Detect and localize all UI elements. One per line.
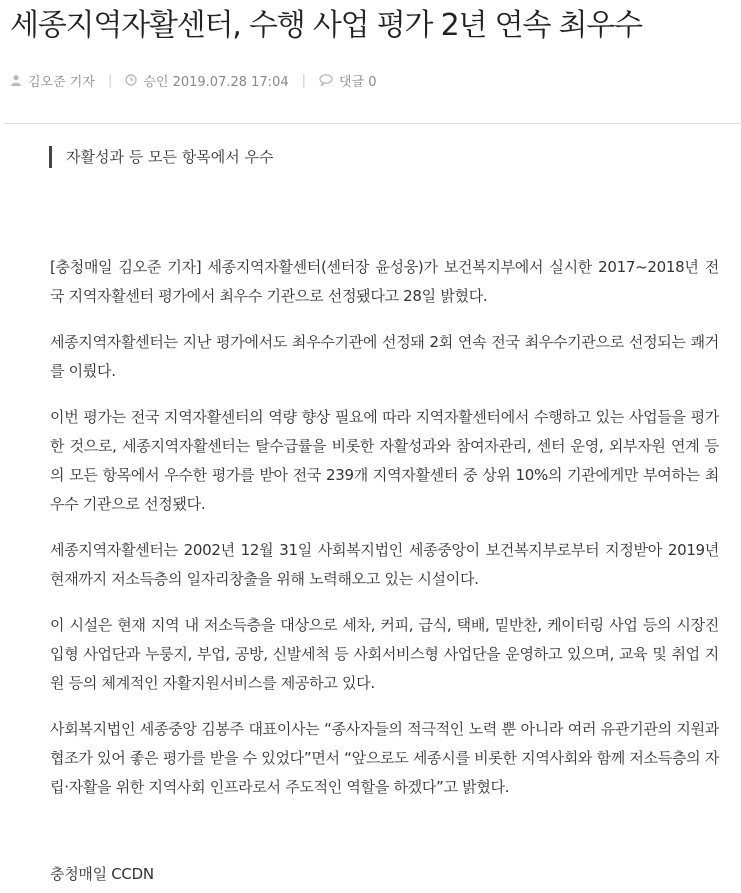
article-paragraph: [충청매일 김오준 기자] 세종지역자활센터(센터장 윤성웅)가 보건복지부에서 실시한 2017~2018년 전국 지역자활센터 평가에서 최우수 기관으로 선정됐다고 28일 밝혔다. <box>50 258 719 305</box>
comment-info[interactable] <box>319 71 377 90</box>
comment-icon <box>319 74 333 86</box>
article-paragraph: 세종지역자활센터는 2002년 12월 31일 사회복지법인 세종중앙이 보건복지부로부터 지정받아 2019년 현재까지 저소득층의 일자리창출을 위해 노력해오고 있는 시설이다. <box>50 541 719 588</box>
clock-icon <box>125 74 137 86</box>
comment-count[interactable]: 댓글 0 <box>339 74 377 90</box>
article-signature: 충청매일 CCDN <box>50 865 154 883</box>
approved-datetime: 승인 2019.07.28 17:04 <box>143 74 289 90</box>
article-paragraph: 이 시설은 현재 지역 내 저소득층을 대상으로 세차, 커피, 급식, 택배, 밑반찬, 케이터링 사업 등의 시장진입형 사업단과 누룽지, 부업, 공방, 신발세척 등 사회서비스형 사업단을 운영하고 있으며, 교육 및 취업 지원 등의 체계적인 자활지원서비스를 제공하고 있다. <box>50 616 719 692</box>
article-title: 세종지역자활센터, 수행 사업 평가 2년 연속 최우수 <box>10 8 642 43</box>
article-paragraph: 사회복지법인 세종중앙 김봉주 대표이사는 “종사자들의 적극적인 노력 뿐 아니라 여러 유관기관의 지원과 협조가 있어 좋은 평가를 받을 수 있었다”면서 “앞으로도 세종시를 비롯한 지역사회와 함께 저소득층의 자립·자활을 위한 지역사회 인프라로서 주도적인 역할을 하겠다”고 밝혔다. <box>50 720 720 796</box>
article-body <box>50 253 719 819</box>
article-meta <box>10 68 377 92</box>
user-icon <box>10 74 22 86</box>
approved-info <box>125 71 288 90</box>
article-paragraph: 세종지역자활센터는 지난 평가에서도 최우수기관에 선정돼 2회 연속 전국 최우수기관으로 선정되는 쾌거를 이뤘다. <box>50 333 719 380</box>
meta-divider: | <box>301 72 306 88</box>
article-subtitle: 자활성과 등 모든 항목에서 우수 <box>49 146 273 168</box>
author-name[interactable]: 김오준 기자 <box>28 74 95 90</box>
header-divider <box>4 123 741 124</box>
article-paragraph: 이번 평가는 전국 지역자활센터의 역량 향상 필요에 따라 지역자활센터에서 수행하고 있는 사업들을 평가한 것으로, 세종지역자활센터는 탈수급률을 비롯한 자활성과와 참여자관리, 센터 운영, 외부자원 연계 등의 모든 항목에서 우수한 평가를 받아 전국 239개 지역자활센터 중 상위 10%의 기관에게만 부여하는 최우수 기관으로 선정됐다. <box>50 408 719 513</box>
meta-divider: | <box>107 72 113 88</box>
author-info <box>10 71 95 90</box>
